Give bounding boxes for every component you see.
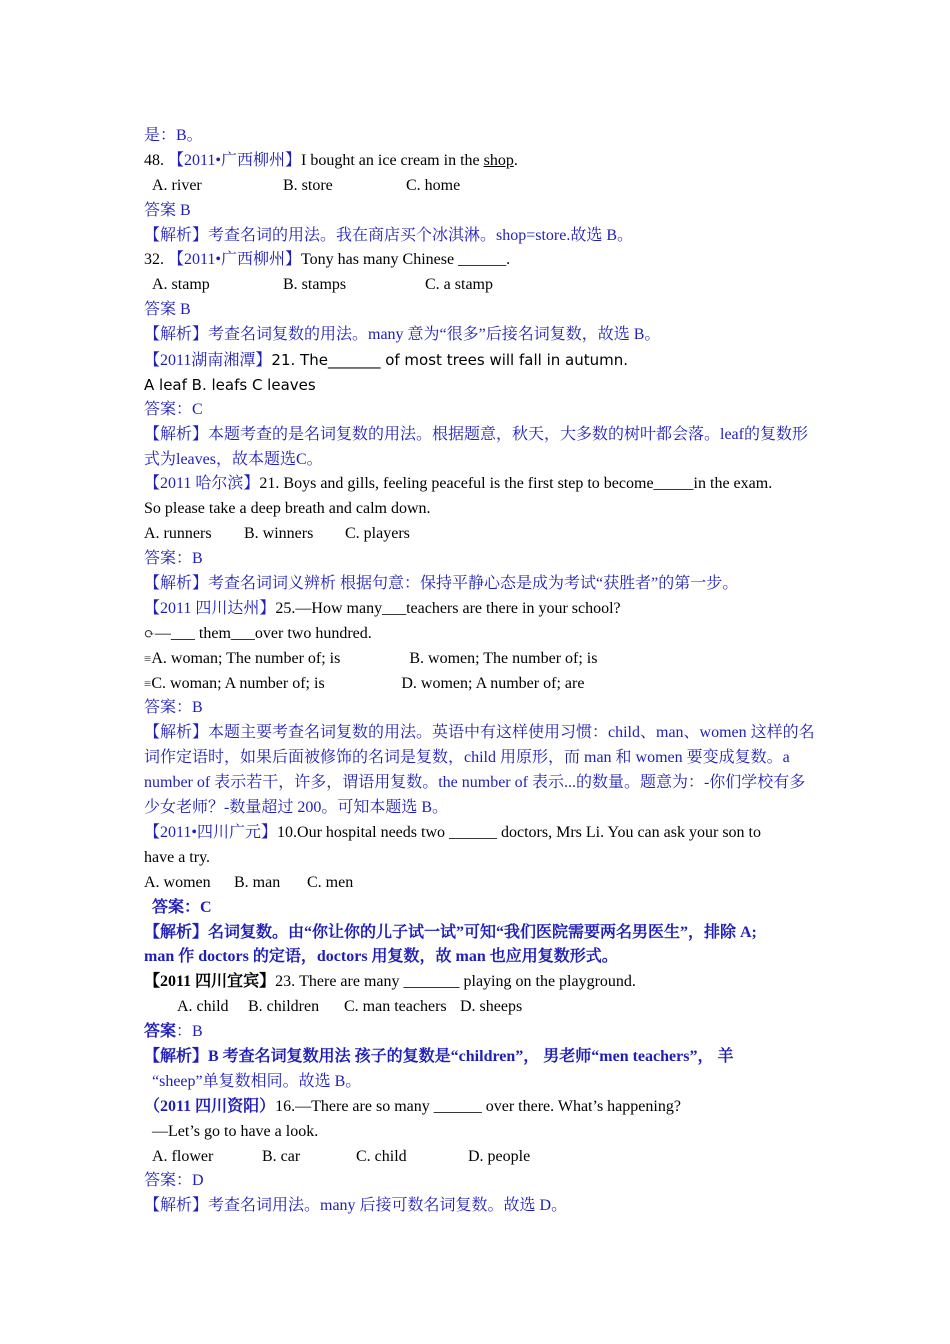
explanation-16: 【解析】考查名词用法。many 后接可数名词复数。故选 D。 [144,1197,568,1215]
option-a: A. child [177,998,229,1016]
question-32 [144,248,808,273]
option-b: B. man [234,873,281,891]
answer-25: 答案：B [144,699,203,717]
question-source: 【2011 哈尔滨】 [144,475,260,493]
question-23 [144,970,808,995]
option-c: C. players [345,525,410,543]
option-b: B. car [262,1147,301,1165]
question-source: 【2011•四川广元】 [144,823,278,841]
question-21-harbin-line2: So please take a deep breath and calm down. [144,500,431,518]
option-a: A. runners [144,525,212,543]
options-21-xiangtan: A leaf B. leafs C leaves [144,375,316,394]
option-a: A. woman; The number of; is [151,649,341,667]
question-25 [144,597,808,622]
question-25-reply [144,622,808,647]
option-c: C. men [307,873,354,891]
question-text: 21. The_______ of most trees will fall in autumn. [271,351,628,370]
answer-21-harbin: 答案：B [144,550,203,568]
option-c: C. woman; A number of; is [151,674,325,692]
question-text: Tony has many Chinese ______. [301,251,511,269]
explanation-25-line3: number of 表示若干，许多，谓语用复数。the number of 表示...的数量。题意为：-你们学校有多 [144,774,806,792]
explanation-25-line2: 词作定语时，如果后面被修饰的名词是复数，child 用原形，而 man 和 women 要变成复数。a [144,749,790,767]
question-source: 【2011•广西柳州】 [168,251,302,269]
options-21-harbin [144,522,808,547]
explanation-21-harbin: 【解析】考查名词词义辨析 根据句意：保持平静心态是成为考试“获胜者”的第一步。 [144,575,739,593]
answer-label: 答案 [144,1023,177,1041]
option-c: C. child [356,1147,407,1165]
question-source: 【2011•广西柳州】 [168,151,302,169]
answer-48: 答案 B [144,201,191,219]
explanation-25-line1: 【解析】本题主要考查名词复数的用法。英语中有这样使用习惯：child、man、women 这样的名 [144,724,815,742]
options-48 [144,174,808,199]
question-10 [144,821,808,846]
document-page [144,124,815,1219]
option-a: A. river [152,176,202,194]
option-a: A. flower [152,1147,214,1165]
edit-mark-icon: ≡ [144,650,152,666]
option-b: B. winners [244,525,314,543]
options-25-ab [144,647,808,672]
explanation-23-line2: “sheep”单复数相同。故选 B。 [152,1072,362,1090]
option-d: D. women; A number of; are [401,674,585,692]
question-16 [144,1095,808,1120]
underlined-word: shop [483,151,514,169]
option-b: B. store [283,176,333,194]
question-48 [144,149,808,174]
options-16 [144,1145,808,1170]
explanation-21-xiangtan-line2: 式为leaves，故本题选C。 [144,450,323,468]
question-source: 【2011 四川宜宾】 [144,973,276,991]
explanation-32: 【解析】考查名词复数的用法。many 意为“很多”后接名词复数，故选 B。 [144,326,661,344]
option-c: C. home [406,176,461,194]
question-21-harbin [144,472,808,497]
option-d: D. people [468,1147,531,1165]
options-23 [144,995,808,1020]
answer-fragment: 是：B。 [144,127,203,144]
question-text: I bought an ice cream in the [301,151,484,169]
edit-mark-icon: ≡ [144,675,152,691]
question-10-line2: have a try. [144,848,211,866]
option-b: B. women; The number of; is [409,649,598,667]
answer-16: 答案：D [144,1172,204,1190]
question-source: 【2011 四川达州】 [144,599,276,617]
question-21-xiangtan [144,348,808,373]
explanation-23-text: 【解析】B 考查名词复数用法 孩子的复数是“children”， 男老师“men teachers”， 羊 [144,1047,734,1065]
question-16-reply: —Let’s go to have a look. [152,1122,319,1140]
explanation-10-line1: 【解析】名词复数。由“你让你的儿子试一试”可知“我们医院需要两名男医生”，排除 A; [144,923,757,941]
option-c: C. man teachers [344,998,447,1016]
explanation-10-line2: man 作 doctors 的定语，doctors 用复数，故 man 也应用复数形式。 [144,948,618,966]
question-source: （2011 四川资阳） [144,1097,276,1115]
answer-10: 答案：C [152,898,212,916]
question-text: 10.Our hospital needs two ______ doctors, Mrs Li. You can ask your son to [277,823,761,841]
question-text: 16.—There are so many ______ over there. What’s happening? [275,1097,681,1115]
question-number: 32. [144,251,164,269]
options-32 [144,273,808,298]
edit-mark-icon: ⟳ [144,625,155,641]
answer-32: 答案 B [144,301,191,319]
answer-21-xiangtan: 答案：C [144,400,203,418]
explanation-21-xiangtan-line1: 【解析】本题考查的是名词复数的用法。根据题意，秋天，大多数的树叶都会落。leaf的复数形 [144,425,808,443]
option-a: A. stamp [152,276,210,294]
question-number: 48. [144,151,164,169]
question-text: 21. Boys and gills, feeling peaceful is the first step to become_____in the exam. [259,475,773,493]
option-c: C. a stamp [425,276,493,294]
option-d: D. sheeps [460,998,523,1016]
explanation-25-line4: 少女老师？-数量超过 200。可知本题选 B。 [144,799,449,817]
options-25-cd [144,672,808,697]
question-text: 23. There are many _______ playing on the playground. [275,973,636,991]
option-a: A. women [144,873,211,891]
question-text: 25.—How many___teachers are there in your school? [275,599,621,617]
option-b: B. children [248,998,320,1016]
answer-23 [144,1020,808,1045]
option-b: B. stamps [283,276,347,294]
question-text-end: . [513,151,518,169]
explanation-23-line1 [144,1045,808,1070]
explanation-48: 【解析】考查名词的用法。我在商店买个冰淇淋。shop=store.故选 B。 [144,226,634,244]
question-source: 【2011湖南湘潭】 [144,352,272,370]
question-text: —___ them___over two hundred. [154,624,372,642]
answer-value: ：B [176,1023,203,1041]
options-10 [144,871,808,896]
